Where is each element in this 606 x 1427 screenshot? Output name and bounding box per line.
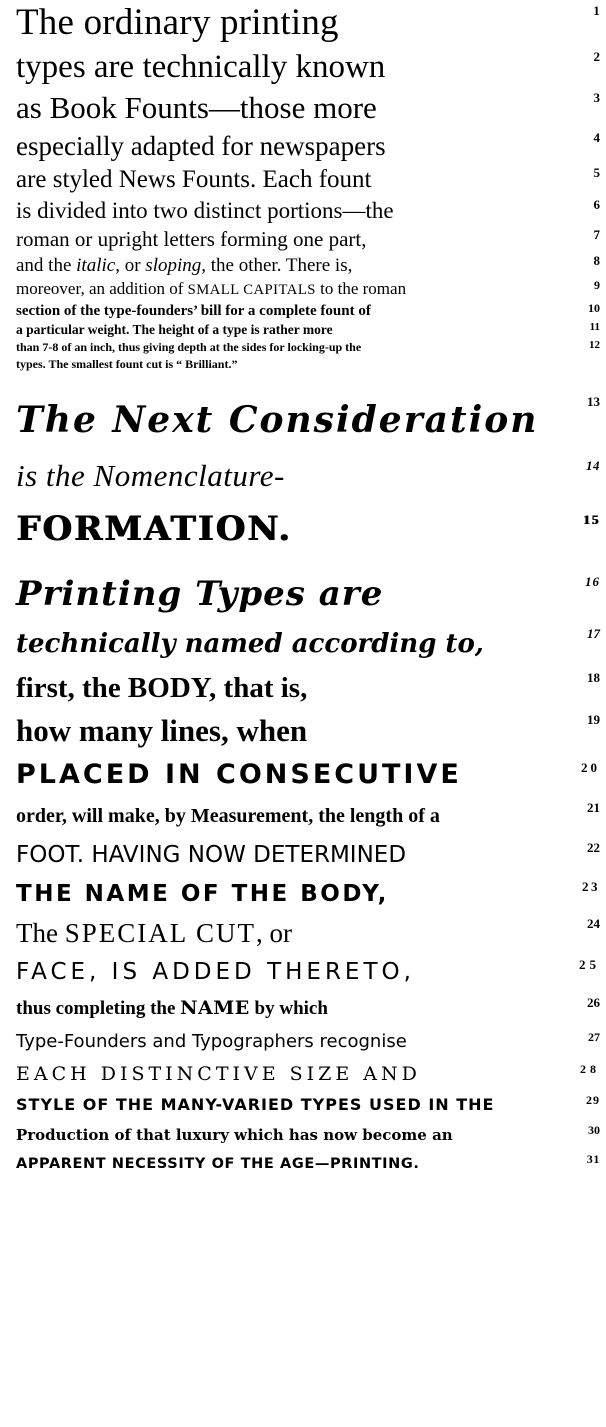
line-text: how many lines, when bbox=[16, 713, 308, 748]
body-paragraph-block bbox=[0, 0, 606, 373]
line24-post: , or bbox=[256, 918, 292, 948]
display-line-antique-caps bbox=[0, 753, 606, 797]
display-line-blackletter bbox=[0, 373, 606, 451]
line-text: is divided into two distinct portions—the bbox=[16, 198, 394, 223]
line-number: 27 bbox=[588, 1030, 600, 1044]
line-text: Production of that luxury which has now become an bbox=[16, 1126, 453, 1144]
display-lines-block bbox=[0, 373, 606, 1178]
line8-pre: and the bbox=[16, 255, 77, 276]
line-text: is the Nomenclature- bbox=[16, 458, 285, 493]
line-number: 19 bbox=[587, 712, 600, 727]
specimen-line bbox=[0, 253, 606, 278]
line-text: are styled News Founts. Each fount bbox=[16, 166, 372, 193]
line8-post: the other. There is, bbox=[206, 255, 353, 276]
line-number: 24 bbox=[587, 916, 600, 931]
line-text: roman or upright letters forming one part, bbox=[16, 227, 367, 251]
line8-italic-2: sloping, bbox=[145, 255, 206, 276]
line-number: 13 bbox=[587, 394, 600, 409]
line-number: 12 bbox=[589, 339, 600, 351]
display-line-bold-roman bbox=[0, 667, 606, 709]
line-text: types are technically known bbox=[16, 49, 386, 85]
specimen-line bbox=[0, 226, 606, 253]
line-text-mixed bbox=[16, 278, 406, 301]
line-text: The ordinary printing bbox=[16, 2, 339, 43]
line-number: 15 bbox=[583, 512, 600, 527]
line-number: 17 bbox=[587, 626, 600, 641]
display-line-clarendon-mixed bbox=[0, 991, 606, 1026]
display-line-bold-roman-large bbox=[0, 709, 606, 753]
display-line-bold-clarendon bbox=[0, 1120, 606, 1150]
display-line-bold-gothic-caps bbox=[0, 1150, 606, 1178]
display-line-condensed-gothic bbox=[0, 1090, 606, 1120]
line-number: 8 bbox=[593, 253, 600, 268]
line-number: 14 bbox=[586, 458, 600, 473]
line-number: 4 bbox=[593, 130, 600, 145]
line9-pre: moreover, an addition of bbox=[16, 279, 188, 298]
line-number: 20 bbox=[581, 760, 600, 775]
line-number: 3 bbox=[593, 90, 600, 105]
display-line-shaded-caps bbox=[0, 501, 606, 557]
line-text: types. The smallest fount cut is “ Brilliant.” bbox=[16, 357, 238, 371]
line-number: 26 bbox=[587, 995, 600, 1010]
line-number: 23 bbox=[582, 879, 600, 894]
line-number: 29 bbox=[586, 1093, 600, 1107]
specimen-line bbox=[0, 164, 606, 196]
line-number: 16 bbox=[585, 574, 600, 589]
line-number: 9 bbox=[594, 278, 600, 292]
line-text: EACH DISTINCTIVE SIZE AND bbox=[16, 1063, 421, 1085]
display-line-blackletter-3 bbox=[0, 621, 606, 667]
line-text: first, the BODY, that is, bbox=[16, 672, 308, 704]
line-text-mixed bbox=[16, 991, 328, 1026]
line-number: 7 bbox=[593, 227, 600, 242]
line-text: The Next Consideration bbox=[16, 399, 539, 441]
line-number: 28 bbox=[580, 1062, 600, 1076]
line-text: section of the type-founders’ bill for a complete fount of bbox=[16, 303, 371, 319]
specimen-line bbox=[0, 339, 606, 356]
line-number: 10 bbox=[588, 301, 600, 315]
specimen-line bbox=[0, 356, 606, 373]
specimen-line bbox=[0, 278, 606, 301]
line-text: order, will make, by Measurement, the length of a bbox=[16, 805, 440, 827]
line-text: a particular weight. The height of a type is rather more bbox=[16, 322, 333, 337]
line24-pre: The bbox=[16, 918, 65, 948]
specimen-line bbox=[0, 88, 606, 128]
line9-smallcaps: SMALL CAPITALS bbox=[187, 282, 316, 298]
line-text: than 7-8 of an inch, thus giving depth at the sides for locking-up the bbox=[16, 340, 362, 354]
display-line-grotesque-lowercase bbox=[0, 1026, 606, 1058]
line9-post: to the roman bbox=[315, 279, 407, 298]
line-text: technically named according to, bbox=[16, 629, 484, 659]
line-number: 31 bbox=[586, 1152, 600, 1166]
display-line-bold-grotesque-caps bbox=[0, 875, 606, 913]
specimen-line bbox=[0, 0, 606, 46]
specimen-line bbox=[0, 46, 606, 88]
line-number: 30 bbox=[588, 1123, 600, 1137]
display-line-grotesque-caps bbox=[0, 835, 606, 875]
line-text: THE NAME OF THE BODY, bbox=[16, 881, 389, 907]
line-text: as Book Founts—those more bbox=[16, 90, 377, 125]
line-number: 22 bbox=[587, 840, 600, 855]
line26-post: by which bbox=[249, 998, 328, 1019]
line-text: especially adapted for newspapers bbox=[16, 131, 386, 161]
line-text: PLACED IN CONSECUTIVE bbox=[16, 759, 462, 790]
display-line-tuscan-caps bbox=[0, 1058, 606, 1090]
line-text: FORMATION. bbox=[16, 509, 292, 549]
line-text-mixed bbox=[16, 253, 352, 278]
display-line-blackletter-2 bbox=[0, 557, 606, 621]
line-number: 21 bbox=[587, 800, 600, 815]
line-text: FOOT. HAVING NOW DETERMINED bbox=[16, 842, 407, 868]
line-number: 1 bbox=[593, 3, 600, 18]
line-number: 2 bbox=[593, 49, 600, 64]
specimen-line bbox=[0, 196, 606, 226]
line8-mid: or bbox=[119, 255, 146, 276]
display-line-light-grotesque-caps bbox=[0, 953, 606, 991]
line-text: STYLE OF THE MANY-VARIED TYPES USED IN THE bbox=[16, 1095, 495, 1114]
specimen-line bbox=[0, 301, 606, 321]
line-text: Type-Founders and Typographers recognise bbox=[16, 1031, 407, 1052]
line-text: FACE, IS ADDED THERETO, bbox=[16, 959, 415, 985]
line-text: Printing Types are bbox=[16, 574, 384, 614]
line-number: 5 bbox=[593, 165, 600, 180]
specimen-line bbox=[0, 128, 606, 164]
line26-pre: thus completing the bbox=[16, 998, 181, 1019]
display-line-script bbox=[0, 451, 606, 501]
line24-spaced-caps: SPECIAL CUT bbox=[64, 918, 256, 948]
display-line-condensed-bold bbox=[0, 797, 606, 835]
line-text-mixed bbox=[16, 913, 292, 953]
line-number: 18 bbox=[587, 670, 600, 685]
line-text: APPARENT NECESSITY OF THE AGE—PRINTING. bbox=[16, 1156, 420, 1172]
specimen-line bbox=[0, 321, 606, 339]
line-number: 25 bbox=[579, 957, 600, 972]
display-line-modern-roman bbox=[0, 913, 606, 953]
line-number: 11 bbox=[589, 321, 600, 333]
line8-italic-1: italic, bbox=[76, 255, 120, 276]
line-number: 6 bbox=[593, 197, 600, 212]
line26-fat-caps: NAME bbox=[180, 997, 250, 1019]
